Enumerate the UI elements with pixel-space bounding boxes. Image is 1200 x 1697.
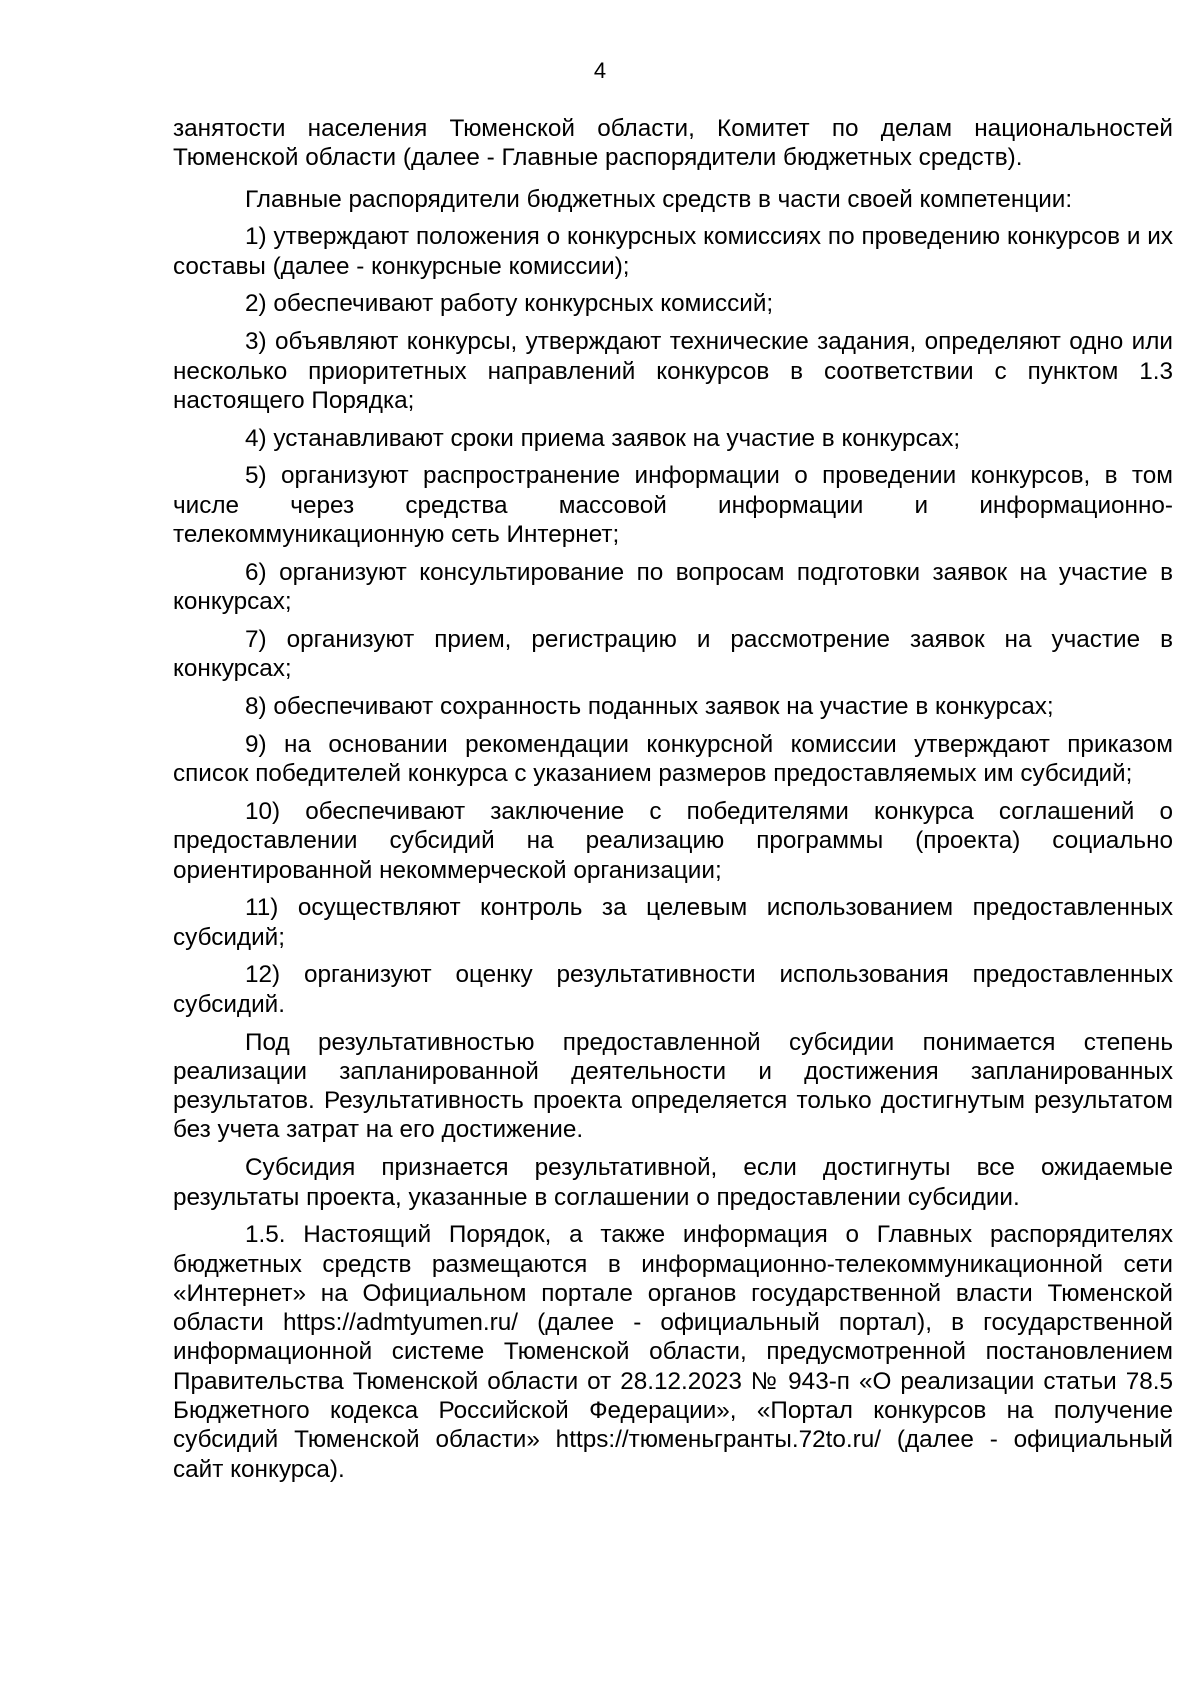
- list-item-5: 5) организуют распространение информации о проведении конкурсов, в том числе через средства массовой информации и информационно-телекоммуникационную сеть Интернет;: [173, 462, 1173, 549]
- list-item-6: 6) организуют консультирование по вопросам подготовки заявок на участие в конкурсах;: [173, 558, 1173, 616]
- list-item-12: 12) организуют оценку результативности использования предоставленных субсидий.: [173, 961, 1173, 1018]
- page-number: 4: [593, 58, 607, 83]
- list-item-1: 1) утверждают положения о конкурсных комиссиях по проведению конкурсов и их составы (далее - конкурсные комиссии);: [173, 223, 1173, 280]
- list-item-4: 4) устанавливают сроки приема заявок на участие в конкурсах;: [245, 424, 961, 452]
- list-item-7: 7) организуют прием, регистрацию и рассмотрение заявок на участие в конкурсах;: [173, 625, 1173, 683]
- list-item-9: 9) на основании рекомендации конкурсной комиссии утверждают приказом список победителей конкурса с указанием размеров предоставляемых им субсидий;: [173, 730, 1173, 788]
- section-1-5: 1.5. Настоящий Порядок, а также информация о Главных распорядителях бюджетных средств размещаются в информационно-телекоммуникационной сети «Интернет» на Официальном портале органов государственной власти Тюменской области https://admtyumen.ru/ (далее - официальный портал), в государственной информационной системе Тюменской области, предусмотренной постановлением Правительства Тюменской области от 28.12.2023 № 943-п «О реализации статьи 78.5 Бюджетного кодекса Российской Федерации», «Портал конкурсов на получение субсидий Тюменской области» https://тюменьгранты.72to.ru/ (далее - официальный сайт конкурса).: [173, 1221, 1173, 1483]
- document-body: [173, 114, 1173, 1492]
- list-item-11: 11) осуществляют контроль за целевым использованием предоставленных субсидий;: [173, 894, 1173, 951]
- paragraph-continuation: занятости населения Тюменской области, Комитет по делам национальностей Тюменской области (далее - Главные распорядители бюджетных средств).: [173, 115, 1173, 172]
- paragraph-effectiveness-criteria: Субсидия признается результативной, если достигнуты все ожидаемые результаты проекта, указанные в соглашении о предоставлении субсидии.: [173, 1154, 1173, 1211]
- list-item-2: 2) обеспечивают работу конкурсных комиссий;: [245, 290, 774, 318]
- list-item-8: 8) обеспечивают сохранность поданных заявок на участие в конкурсах;: [245, 693, 1054, 721]
- list-item-3: 3) объявляют конкурсы, утверждают технические задания, определяют одно или несколько приоритетных направлений конкурсов в соответствии с пунктом 1.3 настоящего Порядка;: [173, 328, 1173, 414]
- paragraph-effectiveness-definition: Под результативностью предоставленной субсидии понимается степень реализации запланированной деятельности и достижения запланированных результатов. Результативность проекта определяется только достигнутым результатом без учета затрат на его достижение.: [173, 1028, 1173, 1144]
- list-item-10: 10) обеспечивают заключение с победителями конкурса соглашений о предоставлении субсидий на реализацию программы (проекта) социально ориентированной некоммерческой организации;: [173, 797, 1173, 884]
- paragraph-intro: Главные распорядители бюджетных средств в части своей компетенции:: [245, 185, 1073, 213]
